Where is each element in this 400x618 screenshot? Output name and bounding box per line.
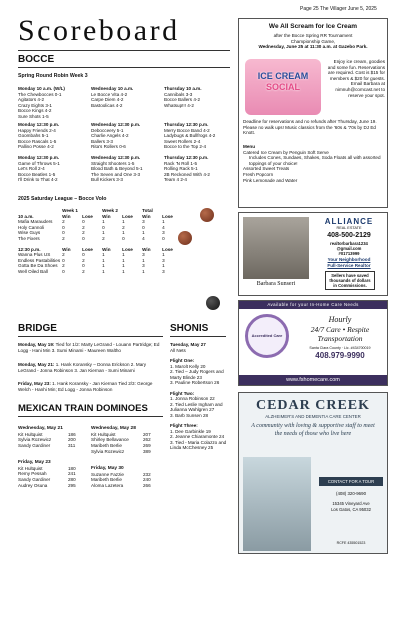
- cedar-phone: (408) 320-9690: [335, 491, 367, 496]
- flight-line: 1. Jonna Robinson 22: [170, 396, 215, 401]
- menu-item: Catered Ice Cream by Penguin Soft Serve: [243, 149, 329, 155]
- rr-line: Straight Shooters 1-5: [91, 160, 135, 166]
- flight-line: 2. Jeanne Chiaramonte 24: [170, 434, 225, 439]
- player-score: 232: [143, 471, 151, 477]
- volo-cell: 3: [162, 257, 165, 263]
- art-text: ICE CREAM: [257, 71, 309, 81]
- volo-cell: 2: [102, 235, 105, 241]
- menu-item: Assorted Sweet Treats: [243, 166, 290, 172]
- cedar-license: RCFE 435501523: [336, 541, 366, 545]
- rr-block-title: Monday 12:30 p.m.: [18, 155, 60, 160]
- bocce-ball-icon: [178, 231, 192, 245]
- rr-line: The Chewbocces 0-1: [18, 91, 62, 97]
- page-title: Scoreboard: [18, 14, 180, 47]
- volo-cell: 1: [122, 268, 125, 274]
- rr-line: Merry Bocce Band 4-2: [164, 127, 210, 133]
- volo-cell: 0: [162, 235, 165, 241]
- rr-block-title: Monday 12:30 p.m.: [18, 122, 60, 127]
- realtor-brand: ALLIANCE: [324, 217, 374, 226]
- flight-line: 1. Dee Garbinkle 19: [170, 428, 211, 434]
- player-name: Sandy Gardiner: [18, 443, 51, 449]
- player-score: 389: [143, 448, 151, 454]
- player-score: 200: [68, 437, 76, 443]
- rr-line: The Seven and One 3-3: [91, 171, 141, 177]
- cedar-tagline: A community with loving & supportive staff to meet the needs of those who live here: [251, 423, 375, 437]
- player-score: 269: [143, 443, 151, 449]
- rr-block-title: Wednesday 12:30 p.m.: [91, 122, 141, 127]
- rr-line: Crazy Eights 3-1: [18, 102, 52, 108]
- flight-line: 1. Marolt Kelly 20: [170, 363, 206, 369]
- volo-group: Total: [142, 208, 153, 213]
- player-name: Shirley Bellavance: [91, 437, 129, 443]
- player-name: Suzanne Fazzie: [91, 471, 124, 477]
- rr-line: Bastoolicas 4-2: [91, 102, 123, 108]
- player-name: Kit Hultquist: [91, 431, 116, 437]
- care-line: Hourly: [328, 315, 352, 324]
- dominoes-date: Friday, May 23: [18, 460, 51, 465]
- ice-cream-body: Deadline for reservations and no refunds after Thursday, June 19. Please no walk ups! Music classics from the '60s & '70s by DJ Ed Knott.: [243, 119, 377, 136]
- ice-cream-line: Championship Game,: [290, 38, 336, 44]
- rr-line: Agitators 4-2: [18, 97, 45, 102]
- rr-line: Bocce Kings 4-2: [18, 108, 52, 113]
- bridge-date: Monday, May 19:: [18, 342, 55, 347]
- volo-cell: 0: [62, 230, 65, 236]
- volo-cell: 1: [122, 219, 125, 225]
- table-row: [18, 269, 182, 275]
- rr-line: Le Bocce Vita 4-2: [91, 91, 128, 97]
- volo-cell: 1: [142, 257, 145, 263]
- realtor-email: @gmail.com: [336, 246, 362, 251]
- cedar-photo: [243, 457, 311, 551]
- rr-line: Bull Kickers 3-3: [91, 177, 123, 182]
- table-row: [18, 477, 78, 483]
- volo-cell: 1: [122, 230, 125, 236]
- bocce-ball-icon: [200, 208, 214, 222]
- volo-cell: 0: [122, 235, 125, 241]
- rr-line: Rolling Rack 5-1: [164, 166, 198, 171]
- player-name: Sylvia Rozewicz: [91, 448, 125, 454]
- volo-cell: 1: [122, 263, 125, 269]
- rr-line: Charlie Angels 4-2: [91, 133, 129, 138]
- volo-cell: 0: [82, 219, 85, 225]
- rr-block-title: Thursday 12:30 p.m.: [164, 122, 209, 127]
- flight-title: Flight Three:: [170, 423, 198, 428]
- rr-line: Bocce Ballers 4-2: [164, 97, 201, 102]
- volo-cell: 2: [62, 252, 65, 258]
- volo-group: Week 2: [102, 208, 118, 213]
- volo-cell: 0: [142, 224, 145, 230]
- volo-col-header: Win: [102, 213, 111, 219]
- bridge-results: 1. Hank Koransky - Jan Kiernan Tied 2/3: George Welch - Hanhi Min; Ed Logg - Jonna Robinson: [18, 381, 153, 392]
- ice-cream-menu: [243, 144, 385, 183]
- table-row: [91, 443, 153, 449]
- volo-col-header: Lose: [82, 246, 93, 252]
- volo-cell: 3: [162, 268, 165, 274]
- table-row: [91, 483, 153, 489]
- player-name: Sylvia Rozewicz: [18, 437, 52, 443]
- volo-cell: 1: [162, 263, 165, 269]
- volo-cell: 1: [102, 268, 105, 274]
- rr-line: Sure Shots 1-5: [18, 113, 49, 119]
- volo-cell: 1: [102, 230, 105, 236]
- flight-line: Marty Blinde 23: [170, 374, 202, 380]
- player-name: Maribeth Berlie: [91, 477, 122, 483]
- rr-block: [18, 122, 59, 150]
- rr-line: Rita's Rollers 0-6: [91, 144, 126, 149]
- rr-line: Pallino Posse 4-2: [18, 144, 54, 149]
- rr-block-title: Thursday 12:30 p.m.: [164, 155, 209, 160]
- volo-cell: 2: [62, 263, 65, 269]
- player-score: 295: [68, 482, 76, 488]
- volo-team: Wise Guys: [18, 230, 41, 236]
- care-badge-text: Accredited Care: [251, 332, 283, 338]
- rr-line: Bocce Beatles 1-5: [18, 171, 56, 177]
- dominoes-block: [91, 426, 153, 454]
- player-score: 262: [143, 437, 151, 443]
- shonis-block: [170, 342, 226, 451]
- home-care-banner: Available for your In-Home Care Needs: [239, 301, 387, 309]
- rr-line: Happy Friends 2-4: [18, 127, 56, 133]
- menu-item: Pink Lemonade and Water: [243, 177, 298, 183]
- volo-group: Week 1: [62, 208, 78, 213]
- volo-cell: 3: [142, 263, 145, 269]
- rr-line: Whatsup!!! 4-2: [164, 102, 194, 108]
- rr-line: Team 4 2-4: [164, 177, 187, 182]
- ice-cream-line: Wednesday, June 25 at 11:30 a.m. at Gazebo Park.: [258, 44, 368, 50]
- flight-line: 2. Tied Leslie Ingham and: [170, 401, 223, 407]
- rr-block: [91, 86, 133, 108]
- dominoes-date: Friday, May 30: [91, 466, 124, 471]
- volo-cell: 4: [162, 224, 165, 230]
- rr-block: [18, 155, 60, 183]
- volo-col-header: Win: [142, 246, 151, 252]
- volo-cell: 4: [142, 235, 145, 241]
- player-score: 186: [68, 431, 76, 437]
- rr-line: Let's Roll 2-4: [18, 166, 45, 171]
- volo-table: [18, 208, 182, 275]
- mexican-train-heading: MEXICAN TRAIN DOMINOES: [18, 403, 148, 414]
- ice-cream-ad: [238, 18, 388, 208]
- player-name: Audrey Osuna: [18, 482, 48, 488]
- bridge-date: Monday, May 21:: [18, 362, 55, 367]
- cedar-creek-ad: [238, 392, 388, 554]
- volo-cell: 0: [62, 224, 65, 230]
- volo-team: Wanna Plus US: [18, 252, 51, 258]
- dominoes-date: Wednesday, May 28: [91, 426, 136, 431]
- rr-block: [164, 155, 210, 183]
- realtor-phone: 408-500-2129: [327, 232, 371, 239]
- volo-cell: 0: [102, 224, 105, 230]
- volo-team: Endless Pastabilities: [18, 257, 61, 263]
- volo-cell: 2: [82, 224, 85, 230]
- volo-cell: 0: [82, 252, 85, 258]
- home-care-ad: [238, 300, 388, 386]
- volo-title: 2025 Saturday League – Bocce Volo: [18, 196, 107, 202]
- flight-line: Linda McChesney 25: [170, 445, 214, 450]
- flight-line: Julianna Wahlgren 27: [170, 407, 215, 412]
- rr-block: [91, 155, 143, 183]
- bridge-paragraph: [18, 342, 163, 353]
- rr-block: [91, 122, 140, 150]
- care-url-link[interactable]: www.fshomecare.com: [239, 375, 387, 385]
- menu-item: Includes Cones, Sundaes, Shakes, Soda Floats all with assorted toppings of your choice!: [249, 155, 381, 166]
- title-rule: [18, 50, 230, 51]
- volo-cell: 0: [82, 235, 85, 241]
- player-score: 241: [68, 471, 76, 477]
- flight-line: 3. Tied - Maria Colazzo and: [170, 439, 227, 445]
- rr-line: Sweet Rollers 2-4: [164, 138, 201, 144]
- volo-cell: 2: [82, 268, 85, 274]
- rr-line: Debocceery 5-1: [91, 127, 124, 133]
- table-row: [18, 483, 78, 489]
- volo-col-header: Win: [62, 246, 71, 252]
- cedar-subtitle: ALZHEIMER'S AND DEMENTIA CARE CENTER: [265, 414, 361, 420]
- flight-line: 3. Barb Sunsen 28: [170, 412, 209, 418]
- rr-line: Ballers 3-3: [91, 138, 113, 144]
- volo-cell: 2: [82, 257, 85, 263]
- care-line: 24/7 Care • Respite: [310, 325, 370, 334]
- flight-title: Flight One:: [170, 358, 195, 363]
- volo-col-header: Win: [62, 213, 71, 219]
- player-score: 280: [68, 477, 76, 483]
- realtor-slogan: Your Neighborhood: [327, 257, 371, 262]
- player-score: 240: [143, 477, 151, 483]
- ice-cream-details: Enjoy ice cream, goodies and some fun. Reservations are required. Cost is $15 for members & $20 for guests. Email Barbara at nimnuh@comcast.net to reserve your spot.: [327, 59, 385, 98]
- ice-cream-social-art: [245, 59, 321, 115]
- volo-col-header: Win: [142, 213, 151, 219]
- dominoes-date: Wednesday, May 21: [18, 426, 63, 431]
- round-robin-title: Spring Round Robin Week 3: [18, 73, 88, 79]
- player-name: Aloma Lazetera: [91, 483, 124, 489]
- flight-line: 2. Tied – Judy Rogers and: [170, 369, 224, 374]
- volo-time: 12:30 p.m.: [18, 246, 41, 252]
- rr-line: Game of Throws 5-1: [18, 160, 60, 166]
- rr-line: Bocce Rascals 1-5: [18, 138, 57, 144]
- cedar-title: CEDAR CREEK: [255, 398, 371, 413]
- rr-line: 2B Reckoned With 4-2: [164, 171, 210, 177]
- volo-cell: 2: [62, 219, 65, 225]
- volo-col-header: Lose: [122, 246, 133, 252]
- shonis-rule: [170, 336, 226, 337]
- flight-line: 3. Pauline Robertson 26: [170, 380, 220, 385]
- cedar-address: Los Gatos, CA 95032: [331, 507, 371, 512]
- volo-time: 10 a.m.: [18, 213, 34, 219]
- rr-line: Carpe Diem 4-2: [91, 97, 124, 102]
- volo-team: Gotta Be Da Shoes: [18, 263, 58, 269]
- realtor-photo: [243, 217, 309, 279]
- volo-cell: 1: [162, 252, 165, 258]
- bocce-heading: BOCCE: [18, 54, 55, 65]
- player-name: Sandy Gardiner: [18, 477, 51, 483]
- shonis-subtitle: All Nets: [170, 347, 186, 353]
- shonis-date: Tuesday, May 27: [170, 342, 206, 347]
- realtor-tagline: REAL ESTATE: [336, 226, 362, 230]
- bridge-date: Friday, May 23:: [18, 381, 51, 386]
- volo-col-header: Lose: [82, 213, 93, 219]
- shonis-heading: SHONIS: [170, 323, 209, 334]
- realtor-note: Sellers have saved thousands of dollars in Commissions.: [325, 271, 375, 290]
- bridge-results: 1. Hank Koransky – Donna Erickson 2. Mary LeGrand - Jonna Robinson 3. Jan Kiernan - Sumi Minami: [18, 362, 147, 373]
- bridge-results: Tied for 1/2: Marty LeGrand - Louann Partridge; Ed Logg - Hani Min 3. Sumi Minami - Maureen Waltho: [18, 342, 160, 353]
- player-score: 266: [143, 483, 151, 489]
- rr-line: I'll Drink to That 4-2: [18, 177, 58, 182]
- care-license: Santa Clara County · Lic. #434700019: [309, 346, 371, 350]
- care-line: Transportation: [317, 334, 363, 343]
- rr-block-title: Wednesday 10 a.m.: [91, 86, 134, 91]
- player-score: 311: [68, 443, 76, 449]
- player-name: Maribeth Berlie: [91, 443, 122, 449]
- rr-line: Goombahs 5-1: [18, 133, 49, 138]
- volo-cell: 2: [82, 230, 85, 236]
- player-name: Kit Hultquist: [18, 465, 43, 471]
- ice-cream-title: We All Scream for Ice Cream: [268, 23, 358, 30]
- volo-cell: 0: [62, 268, 65, 274]
- dominoes-block: [91, 466, 153, 489]
- volo-cell: 2: [122, 224, 125, 230]
- rr-line: Cannibals 3-3: [164, 91, 193, 97]
- rr-block: [18, 86, 65, 119]
- volo-cell: 0: [62, 257, 65, 263]
- rr-block-title: Wednesday 12:30 p.m.: [91, 155, 141, 160]
- bocce-ball-icon: [206, 296, 220, 310]
- bridge-heading: BRIDGE: [18, 323, 57, 334]
- player-name: Kit Hultquist: [18, 431, 43, 437]
- rr-block-title: Thursday 10 a.m.: [164, 86, 202, 91]
- cedar-address: 15345 Vineyard Ave: [332, 501, 370, 506]
- rr-line: Ladybugs & Bullfrogs 4-2: [164, 133, 216, 138]
- cedar-contact: CONTACT FOR A TOUR: [319, 477, 383, 486]
- dominoes-block: [18, 460, 78, 488]
- volo-cell: 1: [142, 268, 145, 274]
- realtor-email: realtorbarbara1234: [330, 241, 368, 246]
- rr-block: [164, 122, 215, 150]
- volo-cell: 1: [102, 257, 105, 263]
- bocce-rule: [18, 67, 230, 68]
- flight-title: Flight Two:: [170, 390, 195, 396]
- player-score: 207: [143, 431, 151, 437]
- realtor-license: #01713999: [338, 251, 360, 256]
- volo-col-header: Lose: [122, 213, 133, 219]
- art-text: SOCIAL: [265, 81, 300, 92]
- rr-line: Blood Bath & Beyond 5-1: [91, 166, 143, 171]
- volo-cell: 1: [102, 252, 105, 258]
- menu-title: Menu: [243, 144, 255, 149]
- volo-team: Mafia Marauders: [18, 219, 53, 225]
- rr-line: Bocce to the Top 2-4: [164, 144, 207, 149]
- volo-cell: 1: [102, 263, 105, 269]
- bridge-paragraph: [18, 381, 163, 392]
- table-row: [91, 449, 153, 455]
- volo-team: The Fixers: [18, 235, 40, 241]
- volo-col-header: Lose: [162, 213, 173, 219]
- ice-cream-line: after the Bocce Spring RR Tournament: [273, 32, 353, 38]
- care-badge-icon: [245, 314, 289, 358]
- volo-team: Well Oiled Ball: [18, 268, 48, 274]
- page-header: Page 25 The Villager June 5, 2025: [300, 6, 377, 12]
- realtor-slogan: Full-Service Realtor: [327, 263, 371, 268]
- volo-cell: 1: [162, 219, 165, 225]
- bridge-rule: [18, 336, 163, 337]
- volo-col-header: Win: [102, 246, 111, 252]
- volo-cell: 3: [142, 219, 145, 225]
- table-row: [18, 443, 78, 449]
- volo-cell: 1: [142, 230, 145, 236]
- rr-block: [164, 86, 202, 108]
- volo-team: Holy Cannoli: [18, 224, 45, 230]
- care-phone: 408.979-9990: [315, 351, 365, 360]
- volo-cell: 1: [122, 252, 125, 258]
- rr-line: Rack 'N Roll 1-5: [164, 160, 198, 166]
- realtor-ad: [238, 212, 388, 296]
- realtor-name: Barbara Sunseri: [256, 281, 296, 287]
- volo-cell: 3: [162, 230, 165, 236]
- volo-cell: 0: [82, 263, 85, 269]
- bridge-paragraph: [18, 362, 163, 373]
- dominoes-block: [18, 426, 78, 449]
- volo-cell: 1: [122, 257, 125, 263]
- mexican-train-rule: [18, 416, 163, 417]
- menu-item: Fresh Popcorn: [243, 171, 274, 177]
- player-score: 180: [68, 465, 76, 471]
- player-name: Remy Pessah: [18, 471, 47, 477]
- volo-cell: 1: [102, 219, 105, 225]
- volo-col-header: Lose: [162, 246, 173, 252]
- volo-cell: 2: [62, 235, 65, 241]
- volo-cell: 3: [142, 252, 145, 258]
- rr-block-title: Monday 10 a.m. (W/L): [18, 86, 65, 91]
